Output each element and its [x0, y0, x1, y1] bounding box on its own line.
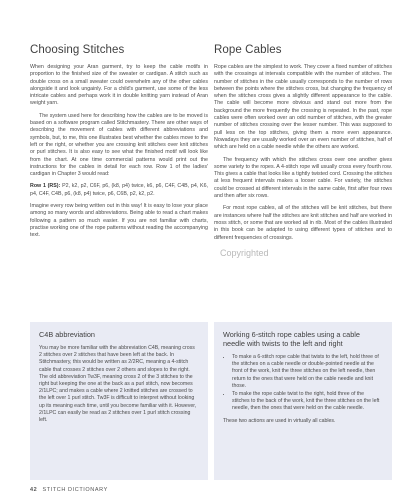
paragraph: For most rope cables, all of the stitches will be knit stitches, but there are instances where half the stitches are knit stitches and half are worked in moss stitch, or some that are worked all in rib. Most of the cables illustrated in this book can be adapted to using different types of stitches and to different frequencies of crossings. — [214, 205, 392, 241]
box-note: These two actions are used in virtually all cables. — [223, 417, 336, 424]
left-column — [30, 44, 208, 245]
row-instruction — [30, 183, 208, 198]
right-column — [214, 44, 392, 247]
section-title-choosing-stitches: Choosing Stitches — [30, 44, 125, 56]
paragraph: The frequency with which the stitches cross over one another gives some variety to the ropes. A 4-stitch rope will usually cross every fourth row. This gives a cable that looks like a tightly twisted cord. Crossing the stitches at less frequent intervals makes a looser cable. For variety, the stitches could be crossed at different intervals in the same cable, first after four rows and then after six rows. — [214, 156, 392, 200]
paragraph: Imagine every row being written out in this way! It is easy to lose your place among so many words and abbreviations. Being able to read a chart makes following a pattern so much easier. If you are not familiar with charts, practise working one of the rope patterns without reading the accompanying text. — [30, 203, 208, 239]
bullet-list — [223, 354, 383, 413]
section-title-rope-cables: Rope Cables — [214, 44, 282, 56]
list-item: • To make a 6-stitch rope cable that twists to the left, hold three of the stitches on a cable needle or double-pointed needle at the front of the work, knit the three stitches on the left needle, then return to the ones that were held on the cable needle and knit those. — [232, 354, 383, 390]
c4b-abbreviation-box — [30, 322, 208, 480]
rope-cable-tips-box — [214, 322, 392, 480]
row-text: P2, k2, p2, C6F, p6, (k8, p4) twice, k6, p6, C4F, C4B, p4, K6, p4, C4F, C4B, p6, (k8, p4) twice, p6, C6B, p2, k2, p2. — [30, 183, 208, 197]
running-title: STITCH DICTIONARY — [42, 487, 108, 493]
box-title: Working 6-stitch rope cables using a cable needle with twists to the left and right — [223, 330, 360, 348]
paragraph: When designing your Aran garment, try to keep the cable motifs in proportion to the finished size of the sweater or cardigan. A stitch such as double cross on a small sweater could overwhelm any of the other cables alongside it and look ungainly. For a child's garment, use some of the less intricate cables and perhaps work it in double knitting yarn instead of Aran weight yarn. — [30, 64, 208, 107]
list-item: • To make the rope cable twist to the right, hold three of the stitches to the back of the work, knit the three stitches on the left needle, then the ones that were held on the cable needle. — [232, 391, 383, 413]
row-label: Row 1 (RS): — [30, 183, 61, 190]
paragraph: Rope cables are the simplest to work. They cover a fixed number of stitches with the crossings at intervals compatible with the number of stitches. The number of stitches in the cable usually corresponds to the number of rows between the points where the stitches cross, but changing the frequency of when the stitches cross gives a slightly different appearance to the cable. The cable will become more obvious and stand out more from the background the more frequently the crossing is repeated. In the past, rope cables were often worked over an odd number of stitches, with the greater number of stitches crossing over the lesser number. This was supposed to pull less on the top stitches, giving them a more even appearance. Nowadays they are usually worked over an even number of stitches, half of which are held on a cable needle while the others are worked. — [214, 64, 392, 151]
page-footer — [30, 487, 108, 493]
watermark: Copyrighted — [220, 248, 269, 258]
box-title: C4B abbreviation — [39, 330, 95, 339]
box-text: You may be more familiar with the abbreviation C4B, meaning cross 2 stitches over 2 stitches that have been left at the back. In Stitchmastery, this would be written as 2/2RC, meaning a 4-stitch cable that crosses 2 stitches over 2 others and slopes to the right. The old abbreviation Tw3F, meaning cross 2 of the 3 stitches to the right but keeping the one at the back as a purl stitch, now becomes 2/1LPC; and makes a cable where 2 knitted stitches are crossed to the left over 1 purl stitch. Tw3F is difficult to interpret without looking up its meaning each time, until you become familiar with it. However, 2/1LPC can easily be read as 2 stitches over 1 purl stitch crossing left. — [39, 345, 197, 424]
paragraph: The system used here for describing how the cables are to be moved is based on a software program called Stitchmastery. There are other ways of describing the movement of cables with different abbreviations and symbols, but, to me, this one illustrates best whether the cables move to the left or the right, or whether you are crossing knit stitches over knit stitches or purl stitches. It is also easy to see what the finished motif will look like from the chart. At one time commercial patterns would print out the instructions for the cables in detail for each row. Row 1 of the ladies' cardigan in Chapter 3 would read: — [30, 112, 208, 178]
page-number: 42 — [30, 487, 38, 493]
